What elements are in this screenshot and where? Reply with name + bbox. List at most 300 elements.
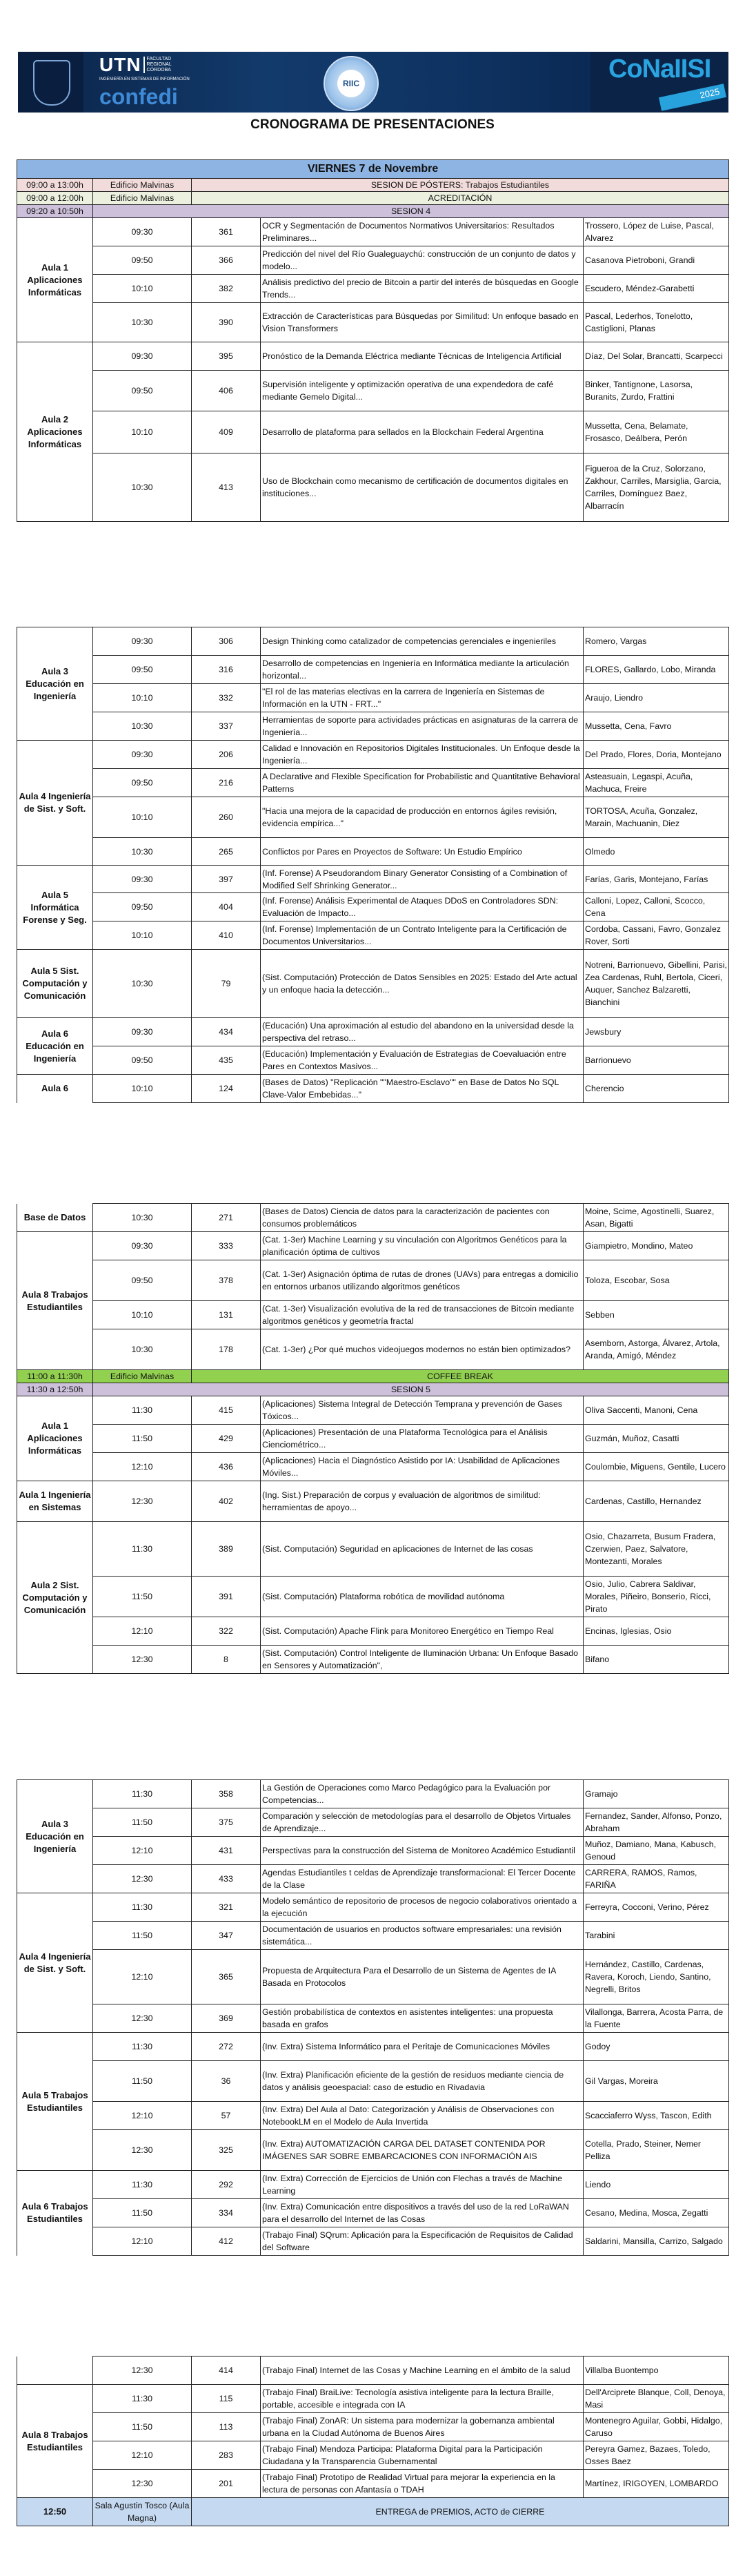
talk-id: 333 [192, 1232, 261, 1260]
talk-authors: Oliva Saccenti, Manoni, Cena [584, 1396, 729, 1425]
talk-id: 406 [192, 371, 261, 411]
talk-authors: Asteasuain, Legaspi, Acuña, Machuca, Freire [584, 769, 729, 797]
talk-id: 316 [192, 656, 261, 684]
session5-row [17, 1383, 729, 1396]
talk-row [17, 2130, 729, 2171]
talk-time: 12:10 [93, 2441, 192, 2470]
talk-title: Gestión probabilística de contextos en asistentes inteligentes: una propuesta basada en grafos [261, 2004, 584, 2033]
talk-title: Perspectivas para la construcción del Sistema de Monitoreo Académico Estudiantil [261, 1837, 584, 1865]
talk-time: 12:10 [93, 1617, 192, 1646]
talk-authors: FLORES, Gallardo, Lobo, Miranda [584, 656, 729, 684]
talk-id: 433 [192, 1865, 261, 1893]
talk-id: 347 [192, 1922, 261, 1950]
talk-time: 12:30 [93, 1481, 192, 1522]
talk-title: (Trabajo Final) ZonAR: Un sistema para modernizar la gobernanza ambiental urbana en la Ciudad Autónoma de Buenos Aires [261, 2413, 584, 2441]
talk-time: 10:10 [93, 797, 192, 838]
talk-id: 366 [192, 246, 261, 275]
talk-time: 10:10 [93, 275, 192, 303]
talk-row [17, 769, 729, 797]
talk-time: 12:10 [93, 1837, 192, 1865]
talk-title: Calidad e Innovación en Repositorios Digitales Institucionales. Un Enfoque desde la Ingeniería... [261, 741, 584, 769]
talk-row [17, 1837, 729, 1865]
talk-row [17, 2004, 729, 2033]
talk-row [17, 1865, 729, 1893]
room-cell: Aula 5 Trabajos Estudiantiles [17, 2033, 93, 2171]
row-label: ENTREGA de PREMIOS, ACTO de CIERRE [192, 2498, 729, 2526]
talk-time: 11:50 [93, 1922, 192, 1950]
talk-row [17, 1301, 729, 1329]
talk-title: (Educación) Una aproximación al estudio del abandono en la universidad desde la perspectiva del retraso... [261, 1018, 584, 1046]
talk-id: 265 [192, 838, 261, 866]
talk-authors: Díaz, Del Solar, Brancatti, Scarpecci [584, 342, 729, 371]
talk-row [17, 1893, 729, 1922]
talk-authors: Coulombie, Miguens, Gentile, Lucero [584, 1453, 729, 1481]
talk-authors: Villalba Buontempo [584, 2357, 729, 2385]
talk-row [17, 1329, 729, 1370]
schedule-page-3 [17, 1203, 728, 1674]
talk-row [17, 2470, 729, 2498]
talk-time: 10:30 [93, 712, 192, 741]
talk-row [17, 1075, 729, 1103]
talk-id: 131 [192, 1301, 261, 1329]
talk-row [17, 1453, 729, 1481]
talk-authors: Barrionuevo [584, 1046, 729, 1075]
talk-title: (Bases de Datos) Ciencia de datos para la caracterización de pacientes con consumos problemáticos [261, 1204, 584, 1232]
talk-title: Documentación de usuarios en productos software empresariales: una revisión sistemática... [261, 1922, 584, 1950]
talk-row [17, 2441, 729, 2470]
talk-id: 390 [192, 303, 261, 342]
talk-authors: Romero, Vargas [584, 627, 729, 656]
talk-row [17, 712, 729, 741]
talk-time: 10:10 [93, 1301, 192, 1329]
talk-time: 10:30 [93, 453, 192, 522]
room-cell: Aula 8 Trabajos Estudiantiles [17, 1232, 93, 1370]
talk-time: 09:50 [93, 893, 192, 921]
talk-id: 322 [192, 1617, 261, 1646]
talk-time: 11:30 [93, 1522, 192, 1577]
talk-authors: Encinas, Iglesias, Osio [584, 1617, 729, 1646]
talk-authors: Jewsbury [584, 1018, 729, 1046]
talk-row [17, 1950, 729, 2004]
row-time: 09:20 a 10:50h [17, 205, 93, 218]
talk-authors: Ferreyra, Cocconi, Verino, Pérez [584, 1893, 729, 1922]
talk-id: 283 [192, 2441, 261, 2470]
talk-title: (Cat. 1-3er) ¿Por qué muchos videojuegos modernos no están bien optimizados? [261, 1329, 584, 1370]
talk-row [17, 2102, 729, 2130]
room-cell: Aula 5 Sist. Computación y Comunicación [17, 950, 93, 1018]
talk-authors: Vilallonga, Barrera, Acosta Parra, de la Fuente [584, 2004, 729, 2033]
closing-row [17, 2498, 729, 2526]
talk-id: 382 [192, 275, 261, 303]
row-place: Sala Agustin Tosco (Aula Magna) [93, 2498, 192, 2526]
talk-title: (Sist. Computación) Seguridad en aplicaciones de Internet de las cosas [261, 1522, 584, 1577]
talk-authors: Notreni, Barrionuevo, Gibellini, Parisi, Zea Cardenas, Ruhl, Bertola, Ciceri, Auquer, Sanchez Balzaretti, Bianchini [584, 950, 729, 1018]
talk-id: 389 [192, 1522, 261, 1577]
talk-authors: Cherencio [584, 1075, 729, 1103]
talk-row [17, 371, 729, 411]
talk-authors: Cesano, Medina, Mosca, Zegatti [584, 2199, 729, 2227]
row-place: Edificio Malvinas [93, 1370, 192, 1383]
talk-authors: Binker, Tantignone, Lasorsa, Buranits, Zurdo, Frattini [584, 371, 729, 411]
talk-title: (Cat. 1-3er) Machine Learning y su vinculación con Algoritmos Genéticos para la planificación óptima de cultivos [261, 1232, 584, 1260]
talk-title: Desarrollo de plataforma para sellados en la Blockchain Federal Argentina [261, 411, 584, 453]
talk-time: 09:30 [93, 1018, 192, 1046]
talk-title: (Educación) Implementación y Evaluación de Estrategias de Coevaluación entre Pares en Contextos Masivos... [261, 1046, 584, 1075]
talk-authors: Muñoz, Damiano, Mana, Kabusch, Genoud [584, 1837, 729, 1865]
room-cell: Aula 6 [17, 1075, 93, 1103]
row-place: Edificio Malvinas [93, 192, 192, 205]
talk-row [17, 797, 729, 838]
talk-title: (Inf. Forense) Análisis Experimental de Ataques DDoS en Controladores SDN: Evaluación de Impacto... [261, 893, 584, 921]
talk-id: 358 [192, 1780, 261, 1808]
talk-id: 375 [192, 1808, 261, 1837]
room-cell: Aula 6 Trabajos Estudiantiles [17, 2171, 93, 2256]
talk-authors: Godoy [584, 2033, 729, 2061]
talk-title: Desarrollo de competencias en Ingeniería en Informática mediante la articulación horizontal... [261, 656, 584, 684]
talk-row [17, 656, 729, 684]
talk-title: Uso de Blockchain como mecanismo de certificación de documentos digitales en instituciones... [261, 453, 584, 522]
talk-authors: Escudero, Méndez-Garabetti [584, 275, 729, 303]
talk-title: (Cat. 1-3er) Asignación óptima de rutas de drones (UAVs) para entregas a domicilio en entornos urbanos utilizando algoritmos genéticos [261, 1260, 584, 1301]
talk-time: 12:30 [93, 2130, 192, 2171]
talk-id: 378 [192, 1260, 261, 1301]
talk-row [17, 2033, 729, 2061]
coffee-break-row [17, 1370, 729, 1383]
talk-time: 12:30 [93, 2470, 192, 2498]
room-cell: Aula 1 Aplicaciones Informáticas [17, 1396, 93, 1481]
talk-time: 12:30 [93, 1865, 192, 1893]
talk-title: (Cat. 1-3er) Visualización evolutiva de la red de transacciones de Bitcoin mediante algoritmos genéticos y geometría fractal [261, 1301, 584, 1329]
talk-time: 10:10 [93, 411, 192, 453]
accreditation-row [17, 192, 729, 205]
talk-id: 201 [192, 2470, 261, 2498]
talk-authors: Farías, Garis, Montejano, Farías [584, 866, 729, 893]
talk-time: 11:30 [93, 2171, 192, 2199]
day-header: VIERNES 7 de Novembre [17, 160, 729, 179]
talk-authors: Araujo, Liendro [584, 684, 729, 712]
talk-time: 10:10 [93, 1075, 192, 1103]
talk-id: 369 [192, 2004, 261, 2033]
room-cell: Aula 3 Educación en Ingeniería [17, 627, 93, 741]
talk-row [17, 342, 729, 371]
talk-title: A Declarative and Flexible Specification for Probabilistic and Quantitative Behavioral Patterns [261, 769, 584, 797]
talk-time: 09:50 [93, 246, 192, 275]
talk-row [17, 2357, 729, 2385]
row-time: 09:00 a 13:00h [17, 179, 93, 192]
talk-title: (Aplicaciones) Presentación de una Plataforma Tecnológica para el Análisis Cienciométrico... [261, 1425, 584, 1453]
talk-id: 332 [192, 684, 261, 712]
talk-title: (Inv. Extra) Sistema Informático para el Peritaje de Comunicaciones Móviles [261, 2033, 584, 2061]
talk-row [17, 1232, 729, 1260]
talk-id: 113 [192, 2413, 261, 2441]
talk-time: 12:10 [93, 1453, 192, 1481]
row-time: 12:50 [17, 2498, 93, 2526]
talk-title: (Trabajo Final) BraiLive: Tecnología asistiva inteligente para la lectura Braille, portable, accesible e integrada con IA [261, 2385, 584, 2413]
talk-authors: Scacciaferro Wyss, Tascon, Edith [584, 2102, 729, 2130]
talk-authors: Del Prado, Flores, Doria, Montejano [584, 741, 729, 769]
talk-title: (Sist. Computación) Control Inteligente de Iluminación Urbana: Un Enfoque Basado en Sensores y Automatización", [261, 1646, 584, 1674]
talk-id: 321 [192, 1893, 261, 1922]
row-label: COFFEE BREAK [192, 1370, 729, 1383]
talk-time: 11:50 [93, 2413, 192, 2441]
talk-title: Design Thinking como catalizador de competencias gerenciales e ingenieriles [261, 627, 584, 656]
talk-id: 115 [192, 2385, 261, 2413]
talk-row [17, 1780, 729, 1808]
talk-title: Conflictos por Pares en Proyectos de Software: Un Estudio Empírico [261, 838, 584, 866]
schedule-table [17, 1203, 729, 1674]
room-cell: Base de Datos [17, 1204, 93, 1232]
talk-time: 12:10 [93, 1950, 192, 2004]
talk-authors: Osio, Julio, Cabrera Saldivar, Morales, Piñeiro, Bonserio, Ricci, Pirato [584, 1577, 729, 1617]
talk-title: La Gestión de Operaciones como Marco Pedagógico para la Evaluación por Competencias... [261, 1780, 584, 1808]
talk-authors: Pereyra Gamez, Bazaes, Toledo, Osses Baez [584, 2441, 729, 2470]
talk-row [17, 2385, 729, 2413]
talk-authors: Calloni, Lopez, Calloni, Scocco, Cena [584, 893, 729, 921]
row-label: SESION DE PÓSTERS: Trabajos Estudiantiles [192, 179, 729, 192]
talk-id: 429 [192, 1425, 261, 1453]
talk-time: 10:30 [93, 1204, 192, 1232]
schedule-table [17, 2356, 729, 2526]
talk-row [17, 2171, 729, 2199]
talk-time: 11:50 [93, 2061, 192, 2102]
talk-title: (Sist. Computación) Protección de Datos Sensibles en 2025: Estado del Arte actual y un enfoque hacia la detección... [261, 950, 584, 1018]
talk-row [17, 1646, 729, 1674]
talk-authors: Saldarini, Mansilla, Carrizo, Salgado [584, 2227, 729, 2256]
talk-authors: Figueroa de la Cruz, Solorzano, Zakhour, Carriles, Marsiglia, Garcia, Carriles, Domínguez Baez, Albarracín [584, 453, 729, 522]
confedi-logo: confedi [99, 84, 178, 109]
talk-title: Propuesta de Arquitectura Para el Desarrollo de un Sistema de Agentes de IA Basada en Protocolos [261, 1950, 584, 2004]
talk-title: (Inv. Extra) Corrección de Ejercicios de Unión con Flechas a través de Machine Learning [261, 2171, 584, 2199]
talk-row [17, 453, 729, 522]
talk-title: (Inv. Extra) AUTOMATIZACIÓN CARGA DEL DATASET CONTENIDA POR IMÁGENES SAR SOBRE EMBARCACIONES CON INFORMACIÓN AIS [261, 2130, 584, 2171]
room-cell: Aula 1 Aplicaciones Informáticas [17, 218, 93, 342]
talk-time: 12:30 [93, 1646, 192, 1674]
talk-authors: Asemborn, Astorga, Álvarez, Artola, Aranda, Amigó, Méndez [584, 1329, 729, 1370]
talk-id: 334 [192, 2199, 261, 2227]
talk-title: (Trabajo Final) SQrum: Aplicación para la Especificación de Requisitos de Calidad del Software [261, 2227, 584, 2256]
talk-id: 216 [192, 769, 261, 797]
talk-time: 09:30 [93, 741, 192, 769]
talk-row [17, 2199, 729, 2227]
talk-time: 10:30 [93, 1329, 192, 1370]
utn-seal-panel [18, 52, 83, 113]
talk-id: 435 [192, 1046, 261, 1075]
talk-row [17, 1260, 729, 1301]
talk-id: 365 [192, 1950, 261, 2004]
talk-time: 10:30 [93, 950, 192, 1018]
schedule-page-4 [17, 1779, 728, 2256]
schedule-table [17, 159, 729, 522]
talk-title: OCR y Segmentación de Documentos Normativos Universitarios: Resultados Preliminares... [261, 218, 584, 246]
talk-title: "Hacia una mejora de la capacidad de producción en entornos ágiles revisión, evidencia empírica..." [261, 797, 584, 838]
room-cell: Aula 8 Trabajos Estudiantiles [17, 2385, 93, 2498]
talk-row [17, 741, 729, 769]
talk-time: 11:30 [93, 1893, 192, 1922]
talk-authors: Cotella, Prado, Steiner, Nemer Pelliza [584, 2130, 729, 2171]
talk-id: 431 [192, 1837, 261, 1865]
talk-row [17, 1204, 729, 1232]
talk-time: 12:30 [93, 2357, 192, 2385]
talk-row [17, 838, 729, 866]
talk-id: 412 [192, 2227, 261, 2256]
talk-title: Herramientas de soporte para actividades prácticas en asignaturas de la carrera de Ingeniería... [261, 712, 584, 741]
talk-time: 10:30 [93, 838, 192, 866]
row-time: 11:00 a 11:30h [17, 1370, 93, 1383]
talk-id: 79 [192, 950, 261, 1018]
row-label: SESION 4 [93, 205, 729, 218]
talk-time: 09:30 [93, 342, 192, 371]
talk-time: 09:30 [93, 1232, 192, 1260]
talk-row [17, 1481, 729, 1522]
page-title: CRONOGRAMA DE PRESENTACIONES [250, 117, 495, 132]
talk-title: (Aplicaciones) Hacia el Diagnóstico Asistido por IA: Usabilidad de Aplicaciones Móviles... [261, 1453, 584, 1481]
talk-row [17, 1577, 729, 1617]
talk-id: 404 [192, 893, 261, 921]
talk-row [17, 2413, 729, 2441]
header-banner [18, 52, 728, 113]
talk-authors: Liendo [584, 2171, 729, 2199]
talk-row [17, 950, 729, 1018]
talk-id: 415 [192, 1396, 261, 1425]
talk-row [17, 627, 729, 656]
room-cell [17, 2357, 93, 2385]
talk-row [17, 1922, 729, 1950]
talk-title: (Inv. Extra) Del Aula al Dato: Categorización y Análisis de Observaciones con NotebookLM en el Modelo de Aula Invertida [261, 2102, 584, 2130]
talk-time: 09:50 [93, 769, 192, 797]
talk-row [17, 275, 729, 303]
talk-time: 11:30 [93, 2385, 192, 2413]
talk-authors: Casanova Pietroboni, Grandi [584, 246, 729, 275]
talk-time: 09:50 [93, 1046, 192, 1075]
room-cell: Aula 1 Ingeniería en Sistemas [17, 1481, 93, 1522]
talk-time: 09:50 [93, 371, 192, 411]
talk-time: 10:30 [93, 303, 192, 342]
talk-row [17, 411, 729, 453]
schedule-page-2 [17, 627, 728, 1103]
talk-id: 397 [192, 866, 261, 893]
talk-authors: Montenegro Aguilar, Gobbi, Hidalgo, Caruso [584, 2413, 729, 2441]
talk-id: 292 [192, 2171, 261, 2199]
room-cell: Aula 6 Educación en Ingeniería [17, 1018, 93, 1075]
utn-faculty-text: FACULTAD REGIONAL CÓRDOBA [143, 57, 179, 73]
posters-row [17, 179, 729, 192]
schedule-table [17, 627, 729, 1103]
talk-authors: Mussetta, Cena, Belamate, Frosasco, Deálbera, Perón [584, 411, 729, 453]
talk-row [17, 1617, 729, 1646]
talk-time: 09:30 [93, 218, 192, 246]
talk-id: 178 [192, 1329, 261, 1370]
utn-logo [99, 55, 179, 75]
university-seal-icon [33, 60, 70, 106]
talk-row [17, 1396, 729, 1425]
talk-id: 306 [192, 627, 261, 656]
talk-id: 337 [192, 712, 261, 741]
talk-authors: Gil Vargas, Moreira [584, 2061, 729, 2102]
talk-time: 11:50 [93, 1425, 192, 1453]
talk-authors: Martínez, IRIGOYEN, LOMBARDO [584, 2470, 729, 2498]
talk-authors: Osio, Chazarreta, Busum Fradera, Czerwien, Paez, Salvatore, Montezanti, Morales [584, 1522, 729, 1577]
talk-time: 09:50 [93, 1260, 192, 1301]
talk-id: 325 [192, 2130, 261, 2171]
talk-id: 436 [192, 1453, 261, 1481]
talk-time: 12:30 [93, 2004, 192, 2033]
talk-authors: Pascal, Lederhos, Tonelotto, Castiglioni, Planas [584, 303, 729, 342]
talk-title: (Aplicaciones) Sistema Integral de Detección Temprana y prevención de Gases Tóxicos... [261, 1396, 584, 1425]
talk-row [17, 684, 729, 712]
talk-id: 57 [192, 2102, 261, 2130]
talk-title: (Trabajo Final) Mendoza Participa: Plataforma Digital para la Participación Ciudadana y la Transparencia Gubernamental [261, 2441, 584, 2470]
talk-authors: Sebben [584, 1301, 729, 1329]
riic-logo [324, 56, 379, 111]
talk-row [17, 2227, 729, 2256]
row-time: 11:30 a 12:50h [17, 1383, 93, 1396]
talk-title: Agendas Estudiantiles t celdas de Aprendizaje transformacional: El Tercer Docente de la Clase [261, 1865, 584, 1893]
talk-id: 434 [192, 1018, 261, 1046]
talk-authors: Hernández, Castillo, Cardenas, Ravera, Koroch, Liendo, Santino, Negrelli, Britos [584, 1950, 729, 2004]
talk-authors: Guzmán, Muñoz, Casatti [584, 1425, 729, 1453]
talk-authors: Dell'Arciprete Blanque, Coll, Denoya, Masi [584, 2385, 729, 2413]
row-time: 09:00 a 12:00h [17, 192, 93, 205]
talk-title: Extracción de Características para Búsquedas por Similitud: Un enfoque basado en Vision Transformers [261, 303, 584, 342]
talk-time: 09:30 [93, 866, 192, 893]
talk-authors: TORTOSA, Acuña, Gonzalez, Marain, Machuanin, Diez [584, 797, 729, 838]
talk-authors: Tarabini [584, 1922, 729, 1950]
talk-title: (Inf. Forense) A Pseudorandom Binary Generator Consisting of a Combination of Modified Self Shrinking Generator... [261, 866, 584, 893]
talk-time: 11:30 [93, 1780, 192, 1808]
talk-row [17, 1522, 729, 1577]
talk-id: 272 [192, 2033, 261, 2061]
talk-time: 10:10 [93, 921, 192, 950]
row-place: Edificio Malvinas [93, 179, 192, 192]
schedule-table [17, 1779, 729, 2256]
room-cell: Aula 3 Educación en Ingeniería [17, 1780, 93, 1893]
talk-id: 8 [192, 1646, 261, 1674]
row-label: SESION 5 [93, 1383, 729, 1396]
talk-authors: Cordoba, Cassani, Favro, Gonzalez Rover, Sorti [584, 921, 729, 950]
talk-title: Modelo semántico de repositorio de procesos de negocio colaborativos orientado a la ejecución [261, 1893, 584, 1922]
talk-time: 12:10 [93, 2227, 192, 2256]
talk-id: 391 [192, 1577, 261, 1617]
schedule-page-1 [17, 159, 728, 522]
conaiisi-logo: CoNaIISI [608, 55, 711, 84]
talk-authors: Fernandez, Sander, Alfonso, Ponzo, Abraham [584, 1808, 729, 1837]
talk-time: 09:30 [93, 627, 192, 656]
talk-id: 260 [192, 797, 261, 838]
talk-authors: Olmedo [584, 838, 729, 866]
talk-title: (Trabajo Final) Internet de las Cosas y Machine Learning en el ámbito de la salud [261, 2357, 584, 2385]
talk-title: Supervisión inteligente y optimización operativa de una expendedora de café mediante Gemelo Digital... [261, 371, 584, 411]
talk-authors: Mussetta, Cena, Favro [584, 712, 729, 741]
talk-title: Predicción del nivel del Río Gualeguaychú: construcción de un conjunto de datos y modelo... [261, 246, 584, 275]
talk-title: Análisis predictivo del precio de Bitcoin a partir del interés de búsquedas en Google Trends... [261, 275, 584, 303]
talk-title: (Inv. Extra) Planificación eficiente de la gestión de residuos mediante ciencia de datos y análisis geoespacial: caso de estudio en Rivadavia [261, 2061, 584, 2102]
talk-time: 09:50 [93, 656, 192, 684]
talk-row [17, 1808, 729, 1837]
talk-row [17, 866, 729, 893]
utn-logo-text: UTN [99, 54, 141, 75]
talk-time: 11:30 [93, 2033, 192, 2061]
talk-title: "El rol de las materias electivas en la carrera de Ingeniería en Sistemas de Información en la UTN - FRT..." [261, 684, 584, 712]
riic-logo-text: RIIC [337, 70, 365, 97]
talk-time: 11:50 [93, 2199, 192, 2227]
talk-id: 36 [192, 2061, 261, 2102]
talk-id: 206 [192, 741, 261, 769]
talk-id: 414 [192, 2357, 261, 2385]
talk-row [17, 2061, 729, 2102]
row-label: ACREDITACIÓN [192, 192, 729, 205]
talk-authors: Bifano [584, 1646, 729, 1674]
room-cell: Aula 5 Informática Forense y Seg. [17, 866, 93, 950]
